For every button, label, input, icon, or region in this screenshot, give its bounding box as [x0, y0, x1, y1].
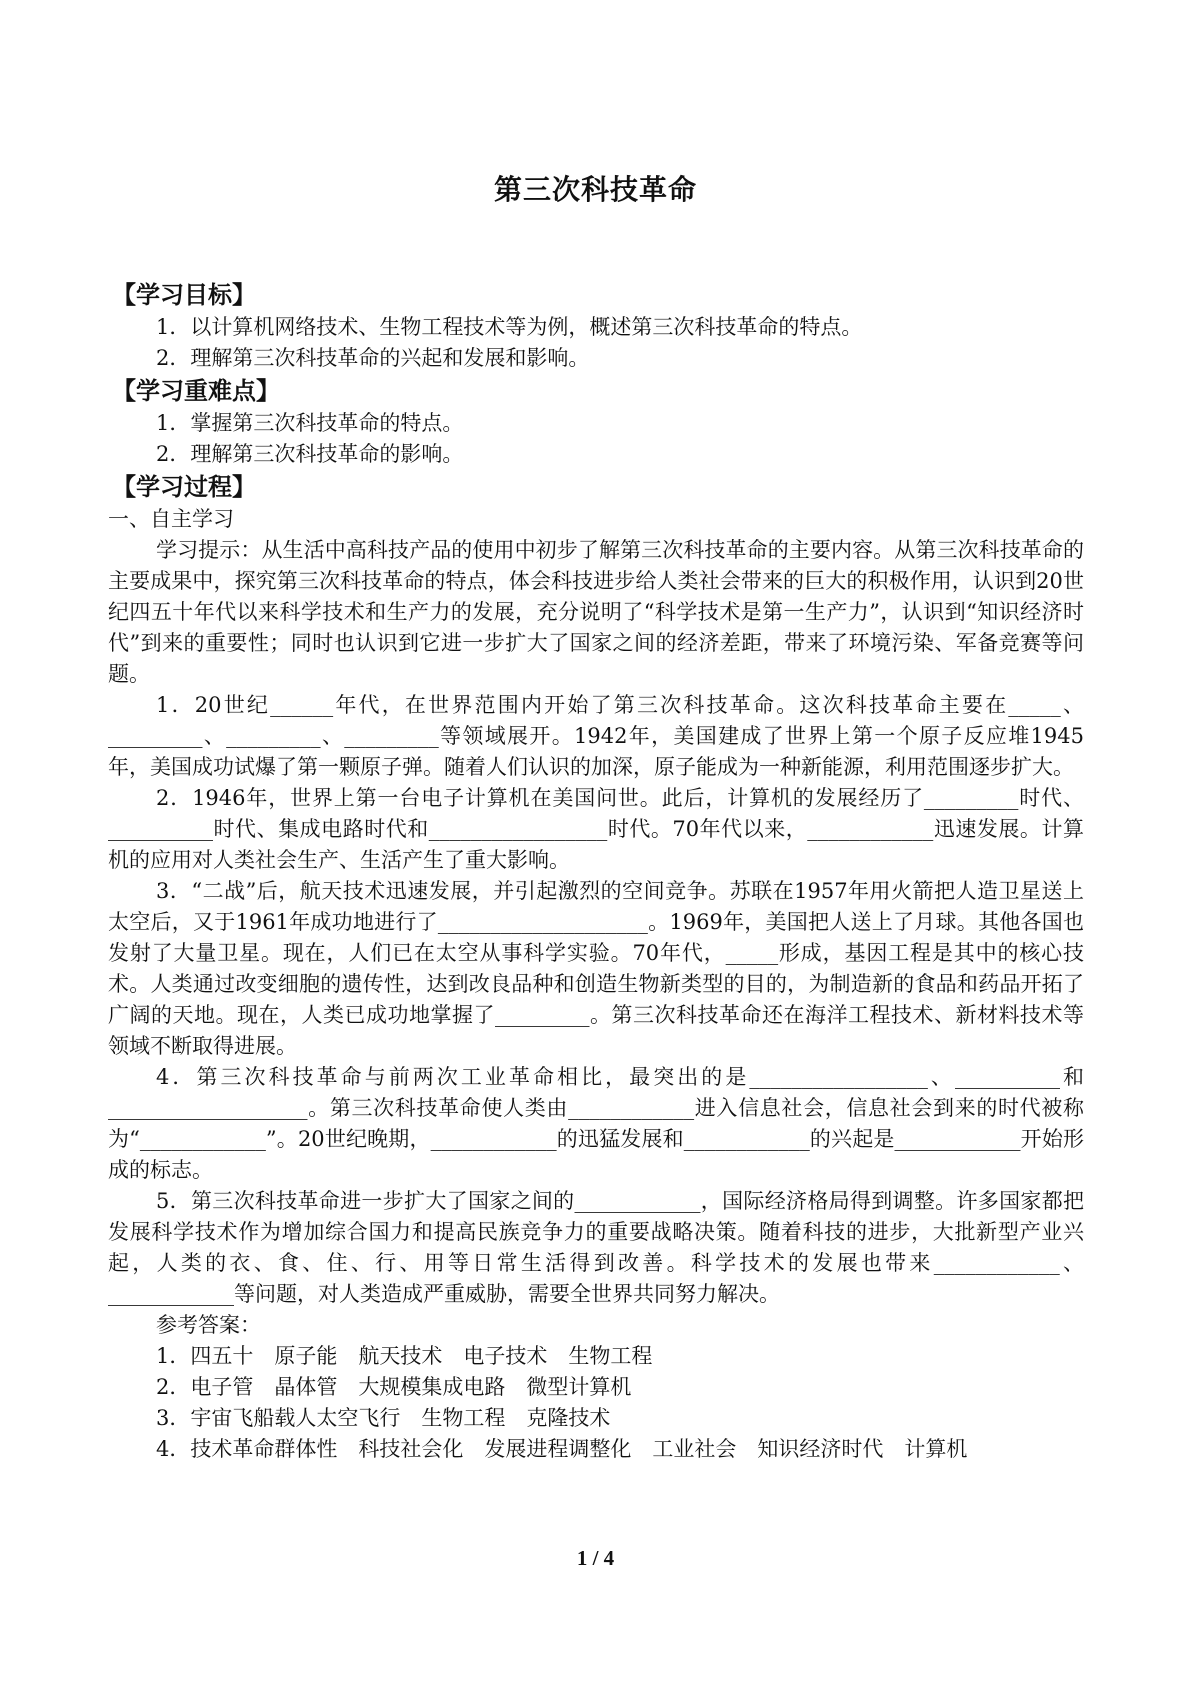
- answer-line: 4．技术革命群体性 科技社会化 发展进程调整化 工业社会 知识经济时代 计算机: [156, 1437, 968, 1461]
- question-paragraph: 4．第三次科技革命与前两次工业革命相比，最突出的是_________________、__________和___________________。第三次科技革命使人类由____________进入信息社会，信息社会到来的时代被称为“____________”。20世纪晚期，____________的迅猛发展和____________的兴起是____________开始形成的标志。: [108, 1065, 1084, 1182]
- keypoint-item: 2．理解第三次科技革命的影响。: [156, 442, 464, 466]
- answer-line: 1．四五十 原子能 航天技术 电子技术 生物工程: [156, 1344, 653, 1368]
- question-paragraph: 2．1946年，世界上第一台电子计算机在美国问世。此后，计算机的发展经历了_________时代、__________时代、集成电路时代和_________________时代。70年代以来，____________迅速发展。计算机的应用对人类社会生产、生活产生了重大影响。: [108, 786, 1084, 872]
- objective-item: 2．理解第三次科技革命的兴起和发展和影响。: [156, 346, 590, 370]
- answer-line: 2．电子管 晶体管 大规模集成电路 微型计算机: [156, 1375, 632, 1399]
- objective-item: 1．以计算机网络技术、生物工程技术等为例，概述第三次科技革命的特点。: [156, 315, 863, 339]
- keypoint-item: 1．掌握第三次科技革命的特点。: [156, 411, 464, 435]
- answers-label: 参考答案：: [156, 1313, 261, 1337]
- answer-line: 3．宇宙飞船载人太空飞行 生物工程 克隆技术: [156, 1406, 611, 1430]
- question-paragraph: 3．“二战”后，航天技术迅速发展，并引起激烈的空间竞争。苏联在1957年用火箭把人造卫星送上太空后，又于1961年成功地进行了____________________。1969年，美国把人送上了月球。其他各国也发射了大量卫星。现在，人们已在太空从事科学实验。70年代，_____形成，基因工程是其中的核心技术。人类通过改变细胞的遗传性，达到改良品种和创造生物新类型的目的，为制造新的食品和药品开拓了广阔的天地。现在，人类已成功地掌握了_________。第三次科技革命还在海洋工程技术、新材料技术等领域不断取得进展。: [108, 879, 1084, 1058]
- page-title: 第三次科技革命: [493, 173, 697, 206]
- section-heading-objectives: 【学习目标】: [112, 281, 256, 309]
- section-heading-process: 【学习过程】: [112, 473, 256, 501]
- question-paragraph: 1．20世纪______年代，在世界范围内开始了第三次科技革命。这次科技革命主要在_____、_________、_________、_________等领域展开。1942年，美国建成了世界上第一个原子反应堆1945年，美国成功试爆了第一颗原子弹。随着人们认识的加深，原子能成为一种新能源，利用范围逐步扩大。: [108, 693, 1084, 779]
- section-heading-keypoints: 【学习重难点】: [112, 377, 280, 405]
- page-number: 1 / 4: [576, 1546, 615, 1570]
- question-paragraph: 5．第三次科技革命进一步扩大了国家之间的____________，国际经济格局得到调整。许多国家都把发展科学技术作为增加综合国力和提高民族竞争力的重要战略决策。随着科技的进步，大批新型产业兴起，人类的衣、食、住、行、用等日常生活得到改善。科学技术的发展也带来____________、____________等问题，对人类造成严重威胁，需要全世界共同努力解决。: [108, 1189, 1084, 1306]
- document-body: [108, 278, 1084, 1465]
- study-hint-paragraph: 学习提示：从生活中高科技产品的使用中初步了解第三次科技革命的主要内容。从第三次科技革命的主要成果中，探究第三次科技革命的特点，体会科技进步给人类社会带来的巨大的积极作用，认识到20世纪四五十年代以来科学技术和生产力的发展，充分说明了“科学技术是第一生产力”，认识到“知识经济时代”到来的重要性；同时也认识到它进一步扩大了国家之间的经济差距，带来了环境污染、军备竞赛等问题。: [108, 538, 1084, 686]
- subsection-heading: 一、自主学习: [108, 507, 234, 531]
